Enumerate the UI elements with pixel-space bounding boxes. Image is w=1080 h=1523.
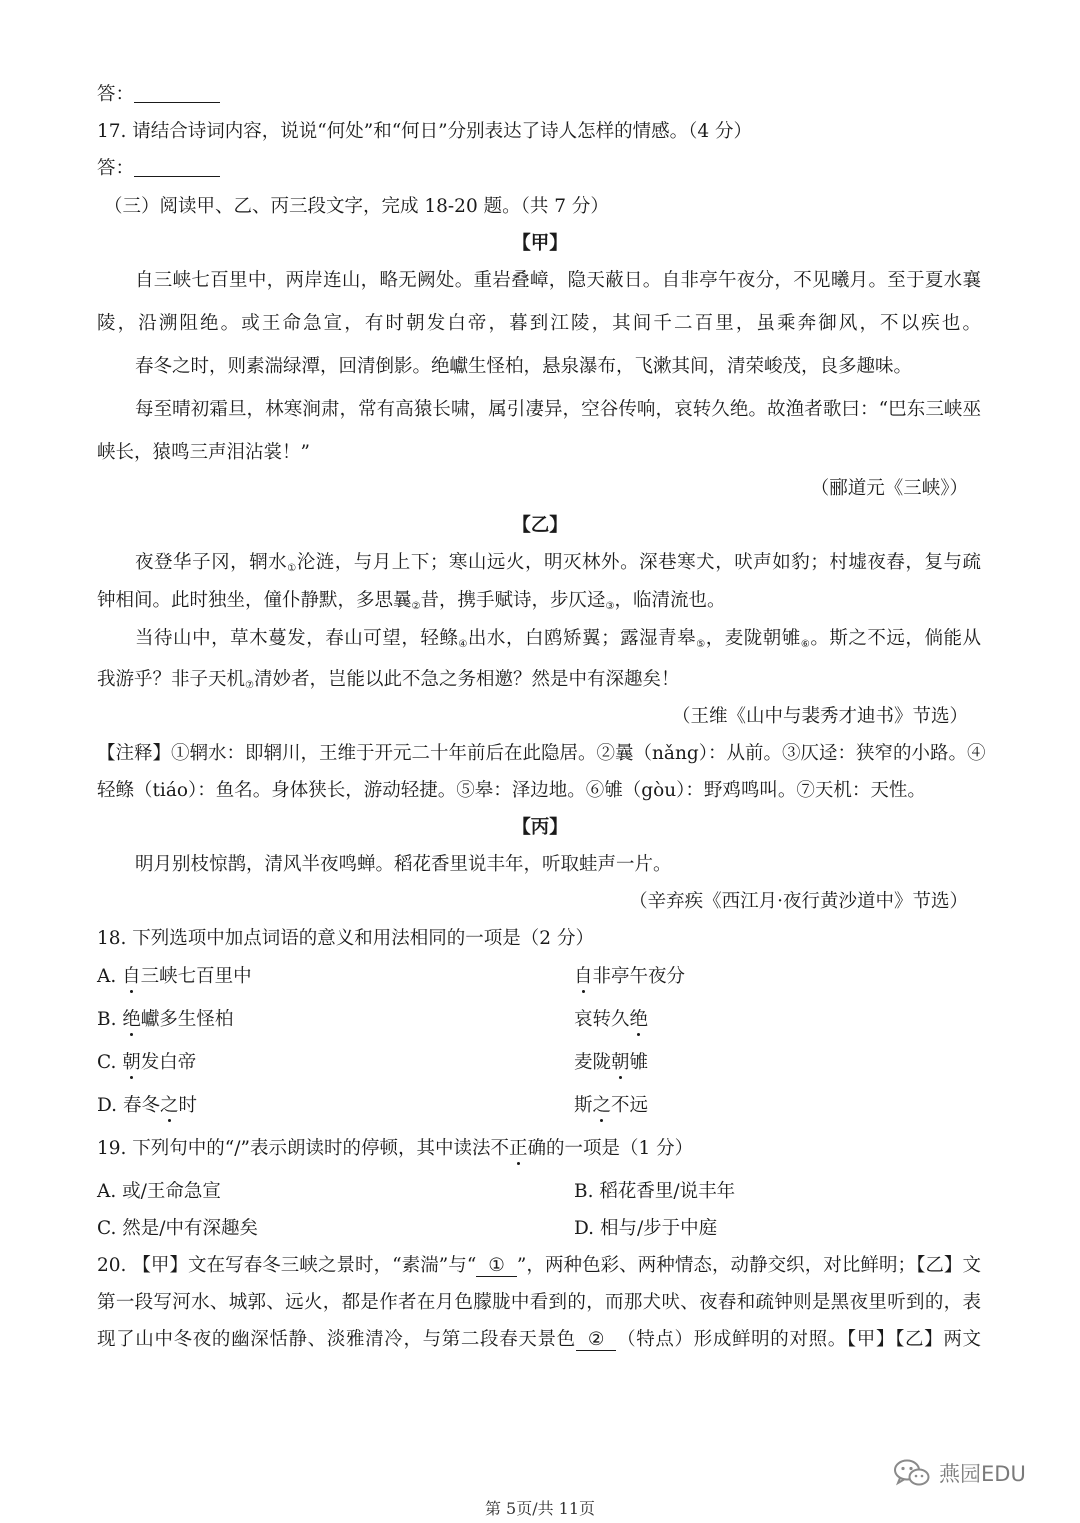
q17-prompt: 17. 请结合诗词内容，说说“何处”和“何日”分别表达了诗人怎样的情感。（4 分）: [97, 121, 753, 142]
yi-p1b: 钟相间。此时独坐，僮仆静默，多思曩$_②$昔，携手赋诗，步仄迳$_③$，临清流也。: [97, 590, 726, 612]
jia-p2: 春冬之时，则素湍绿潭，回清倒影。绝巘生怪柏，悬泉瀑布，飞漱其间，清荣峻茂，良多趣味。: [135, 356, 913, 377]
q18-option-a: A. 自三峡七百里中 自非亭午夜分: [97, 966, 686, 987]
q19-row1: [97, 1179, 981, 1205]
watermark: [893, 1458, 1026, 1488]
q20-blank-1[interactable]: ①: [476, 1256, 517, 1277]
wechat-icon: [893, 1458, 931, 1488]
note-mark: ⑤: [696, 639, 706, 650]
q19-row2: [97, 1216, 981, 1242]
q19-option-c: C. 然是/中有深趣矣: [97, 1218, 259, 1239]
q18-option-c: C. 朝发白帝 麦陇朝雊: [97, 1052, 649, 1073]
q19-option-a: A. 或/王命急宣: [97, 1181, 221, 1202]
jia-p1a: 自三峡七百里中，两岸连山，略无阙处。重岩叠嶂，隐天蔽日。自非亭午夜分，不见曦月。至于夏水襄: [135, 270, 981, 291]
q18-prompt: 18. 下列选项中加点词语的意义和用法相同的一项是（2 分）: [97, 928, 594, 949]
answer-label: 答：: [97, 158, 135, 179]
answer-label: 答：: [97, 84, 135, 105]
yi-notes-a: 【注释】①辋水：即辋川，王维于开元二十年前后在此隐居。②曩（nǎng）：从前。③仄迳：狭窄的小路。④: [97, 743, 986, 764]
note-mark: ②: [411, 601, 421, 612]
bing-p1: 明月别枝惊鹊，清风半夜鸣蝉。稻花香里说丰年，听取蛙声一片。: [135, 854, 672, 875]
q20-blank-2[interactable]: ②: [576, 1330, 617, 1351]
yi-p2b: 我游乎？非子天机$_⑦$清妙者，岂能以此不急之务相邀？然是中有深趣矣！: [97, 669, 680, 691]
bing-heading: 【丙】: [512, 817, 568, 838]
note-mark: ⑦: [245, 680, 254, 691]
note-mark: ①: [287, 563, 297, 574]
q19-option-d: D. 相与/步于中庭: [574, 1218, 718, 1239]
q18-option-d: D. 春冬之时 斯之不远: [97, 1095, 649, 1116]
yi-p2a: 当待山中，草木蔓发，春山可望，轻鲦$_④$出水，白鸥矫翼；露湿青皋$_⑤$，麦陇朝雊$_⑥$。斯之不远，倘能从: [135, 628, 981, 650]
answer-blank[interactable]: [134, 158, 220, 177]
q17-answer-line: [97, 156, 981, 182]
q20-line1: 20. 【甲】文在写春冬三峡之景时，“素湍”与“ ① ”，两种色彩、两种情态，动静交织，对比鲜明；【乙】文: [97, 1255, 981, 1276]
q18-option-b: B. 绝巘多生怪柏 哀转久绝: [97, 1009, 649, 1030]
q20-line2: 第一段写河水、城郭、远火，都是作者在月色朦胧中看到的，而那犬吠、夜舂和疏钟则是黑夜里听到的，表: [97, 1292, 981, 1313]
bing-source: （辛弃疾《西江月·夜行黄沙道中》节选）: [629, 891, 968, 912]
jia-heading: 【甲】: [512, 233, 568, 254]
page-footer: 第 5页/共 11页: [484, 1499, 596, 1518]
yi-notes-b: 轻鲦（tiáo）：鱼名。身体狭长，游动轻捷。⑤皋：泽边地。⑥雊（gòu）：野鸡鸣叫。⑦天机：天性。: [97, 780, 926, 801]
q19-option-b: B. 稻花香里/说丰年: [574, 1181, 736, 1202]
note-mark: ⑥: [800, 639, 811, 650]
watermark-text: 燕园EDU: [939, 1462, 1026, 1486]
jia-p3b: 峡长，猿鸣三声泪沾裳！”: [97, 442, 310, 463]
note-mark: ③: [605, 601, 615, 612]
jia-source: （郦道元《三峡》）: [810, 478, 968, 499]
note-mark: ④: [458, 639, 468, 650]
jia-p3a: 每至晴初霜旦，林寒涧肃，常有高猿长啸，属引凄异，空谷传响，哀转久绝。故渔者歌曰：“巴东三峡巫: [135, 399, 981, 420]
answer-blank[interactable]: [134, 84, 220, 103]
jia-p1b: 陵，沿溯阻绝。或王命急宣，有时朝发白帝，暮到江陵，其间千二百里，虽乘奔御风，不以疾也。: [97, 313, 981, 334]
yi-p1a: 夜登华子冈，辋水$_①$沦涟，与月上下；寒山远火，明灭林外。深巷寒犬，吠声如豹；村墟夜舂，复与疏: [135, 552, 981, 574]
q19-prompt: 19. 下列句中的“/”表示朗读时的停顿，其中读法不正确的一项是（1 分）: [97, 1138, 694, 1159]
yi-heading: 【乙】: [512, 515, 568, 536]
section3-title: （三）阅读甲、乙、丙三段文字，完成 18-20 题。（共 7 分）: [104, 196, 609, 217]
q20-line3: 现了山中冬夜的幽深恬静、淡雅清冷，与第二段春天景色 ② （特点）形成鲜明的对照。【甲】【乙】两文: [97, 1329, 981, 1350]
q16-answer-line: [97, 82, 981, 108]
yi-source: （王维《山中与裴秀才迪书》节选）: [671, 706, 968, 727]
